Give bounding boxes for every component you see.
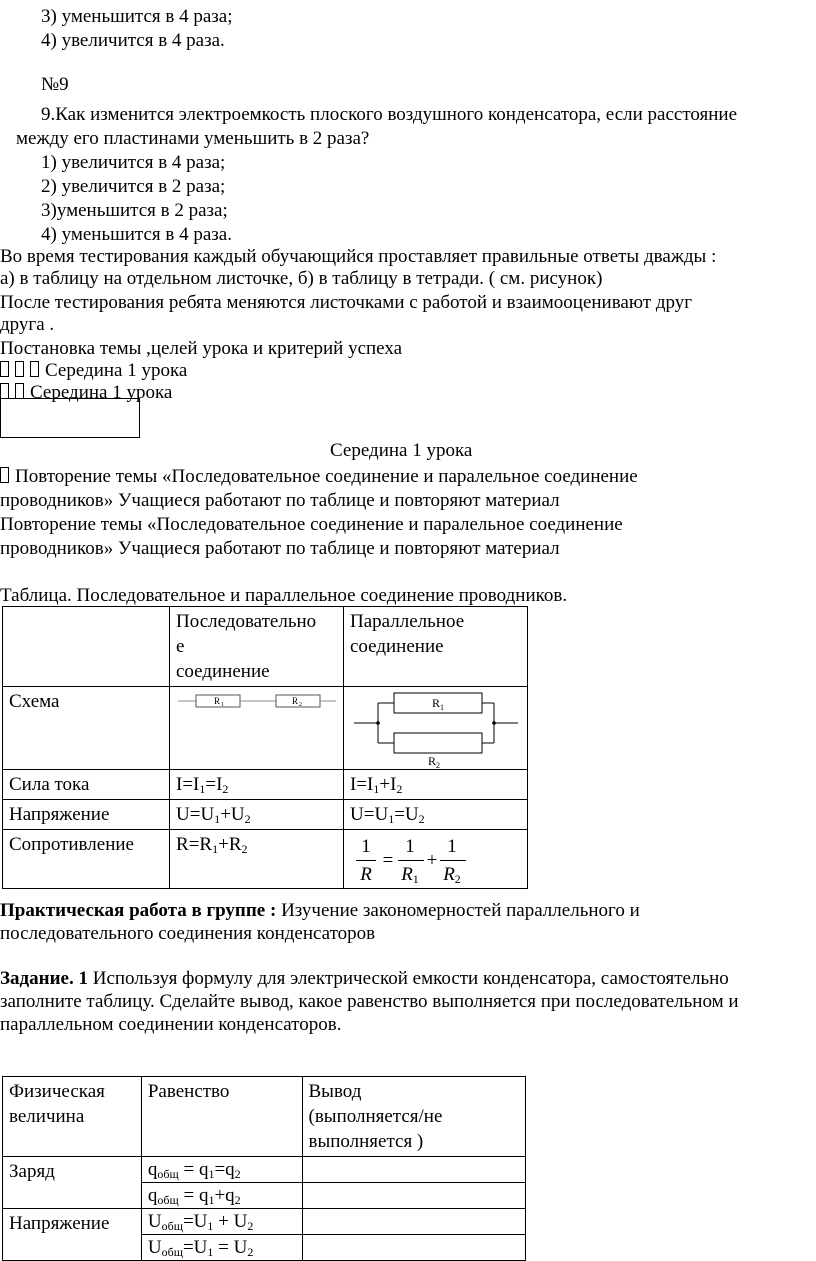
missing-glyph-icon bbox=[15, 383, 24, 399]
table-row bbox=[3, 1209, 526, 1235]
repeat2-line1: Повторение темы «Последовательное соединение и паралельное соединение bbox=[0, 514, 623, 535]
parallel-current-formula: $I=I_1+I_2$ bbox=[344, 770, 528, 800]
q9-question-line1: 9.Как изменится электроемкость плоского воздушного конденсатора, если расстояние bbox=[41, 104, 738, 125]
table-row bbox=[3, 687, 528, 770]
goals-line: Постановка темы ,целей урока и критерий успеха bbox=[0, 338, 403, 359]
capacitor-table bbox=[2, 1076, 526, 1261]
voltage-series-equality: $U_{общ}=U_1 + U_2$ bbox=[141, 1209, 302, 1235]
table-row bbox=[3, 1157, 526, 1183]
charge-parallel-conclusion[interactable] bbox=[302, 1183, 526, 1209]
empty-box bbox=[0, 398, 140, 438]
header-quantity: Физическая величина bbox=[3, 1077, 142, 1157]
after-line2: друга . bbox=[0, 314, 55, 335]
parallel-r2-sub: 2 bbox=[436, 761, 440, 769]
charge-series-equality: $q_{общ} = q_1=q_2$ bbox=[141, 1157, 302, 1183]
task1-line3: параллельном соединении конденсаторов. bbox=[0, 1014, 342, 1035]
q9-number: №9 bbox=[41, 74, 69, 95]
parallel-circuit-diagram bbox=[344, 687, 527, 769]
task1-line1: Задание. 1 Используя формулу для электрической емкости конденсатора, самостоятельно bbox=[0, 968, 729, 989]
series-r2-label: R bbox=[292, 696, 299, 706]
practical-line2: последовательного соединения конденсаторов bbox=[0, 923, 376, 944]
q8-option-4: 4) увеличится в 4 раза. bbox=[41, 30, 225, 51]
repeat1-text: Повторение темы «Последовательное соединение и паралельное соединение bbox=[15, 466, 638, 487]
voltage-parallel-conclusion[interactable] bbox=[302, 1235, 526, 1261]
repeat1-line1 bbox=[0, 466, 638, 488]
middle-center: Середина 1 урока bbox=[330, 440, 473, 461]
voltage-parallel-equality: $U_{общ}=U_1 = U_2$ bbox=[141, 1235, 302, 1261]
row-resistance-label: Сопротивление bbox=[3, 830, 170, 889]
series-resistance-formula: $R=R_1+R_2$ bbox=[170, 830, 344, 889]
series-r1-label: R bbox=[214, 696, 221, 706]
parallel-schematic-cell bbox=[344, 687, 528, 770]
header-equality: Равенство bbox=[141, 1077, 302, 1157]
header-series: Последовательно е соединение bbox=[170, 607, 344, 687]
parallel-r1-label: R bbox=[432, 696, 441, 710]
series-schematic-cell bbox=[170, 687, 344, 770]
table-row bbox=[3, 830, 528, 889]
missing-glyph-icon bbox=[0, 467, 9, 483]
testing-line2: а) в таблицу на отдельном листочке, б) в таблицу в тетради. ( см. рисунок) bbox=[0, 268, 603, 289]
series-voltage-formula: $U=U_1+U_2$ bbox=[170, 800, 344, 830]
voltage-series-conclusion[interactable] bbox=[302, 1209, 526, 1235]
testing-line1: Во время тестирования каждый обучающийся проставляет правильные ответы дважды : bbox=[0, 246, 717, 267]
row-charge-label: Заряд bbox=[3, 1157, 142, 1209]
series-r2-sub: 2 bbox=[299, 702, 302, 708]
parallel-r1-sub: 1 bbox=[440, 703, 444, 712]
practical-line1: Практическая работа в группе : Изучение закономерностей параллельного и bbox=[0, 900, 640, 921]
missing-glyph-icon bbox=[30, 361, 39, 377]
table-row bbox=[3, 800, 528, 830]
q9-option-1: 1) увеличится в 4 раза; bbox=[41, 152, 226, 173]
repeat1-line2: проводников» Учащиеся работают по таблице и повторяют материал bbox=[0, 490, 560, 511]
connection-table bbox=[2, 606, 528, 889]
charge-parallel-equality: $q_{общ} = q_1+q_2$ bbox=[141, 1183, 302, 1209]
series-circuit-diagram bbox=[170, 687, 343, 769]
missing-glyph-icon bbox=[0, 361, 9, 377]
q9-question-line2: между его пластинами уменьшить в 2 раза? bbox=[16, 128, 370, 149]
row-voltage-label: Напряжение bbox=[3, 1209, 142, 1261]
missing-glyph-icon bbox=[15, 361, 24, 377]
task1-line2: заполните таблицу. Сделайте вывод, какое равенство выполняется при последовательном и bbox=[0, 991, 739, 1012]
q9-option-3: 3)уменьшится в 2 раза; bbox=[41, 200, 228, 221]
middle-text-1: Середина 1 урока bbox=[45, 360, 188, 381]
parallel-r2-label: R bbox=[428, 754, 437, 768]
table-row bbox=[3, 607, 528, 687]
repeat2-line2: проводников» Учащиеся работают по таблице и повторяют материал bbox=[0, 538, 560, 559]
header-parallel: Параллельное соединение bbox=[344, 607, 528, 687]
header-conclusion: Вывод (выполняется/не выполняется ) bbox=[302, 1077, 526, 1157]
q9-option-4: 4) уменьшится в 4 раза. bbox=[41, 224, 232, 245]
middle-text-2: Середина 1 урока bbox=[30, 382, 173, 403]
row-voltage-label: Напряжение bbox=[3, 800, 170, 830]
after-line1: После тестирования ребята меняются листочками с работой и взаимооценивают друг bbox=[0, 292, 693, 313]
q8-option-3: 3) уменьшится в 4 раза; bbox=[41, 6, 233, 27]
table-row bbox=[3, 770, 528, 800]
series-r1-sub: 1 bbox=[221, 702, 224, 708]
practical-label: Практическая работа в группе : bbox=[0, 900, 277, 921]
row-scheme-label: Схема bbox=[3, 687, 170, 770]
middle-line-1 bbox=[0, 360, 187, 382]
table1-caption: Таблица. Последовательное и параллельное соединение проводников. bbox=[0, 585, 568, 606]
missing-glyph-icon bbox=[0, 383, 9, 399]
parallel-resistance-formula: 1 R = 1 $R_1$ + 1 $R_2$ bbox=[344, 830, 528, 889]
series-current-formula: $I=I_1=I_2$ bbox=[170, 770, 344, 800]
parallel-voltage-formula: $U=U_1=U_2$ bbox=[344, 800, 528, 830]
q9-option-2: 2) увеличится в 2 раза; bbox=[41, 176, 226, 197]
table-row bbox=[3, 1077, 526, 1157]
charge-series-conclusion[interactable] bbox=[302, 1157, 526, 1183]
row-current-label: Сила тока bbox=[3, 770, 170, 800]
task1-label: Задание. 1 bbox=[0, 968, 88, 989]
